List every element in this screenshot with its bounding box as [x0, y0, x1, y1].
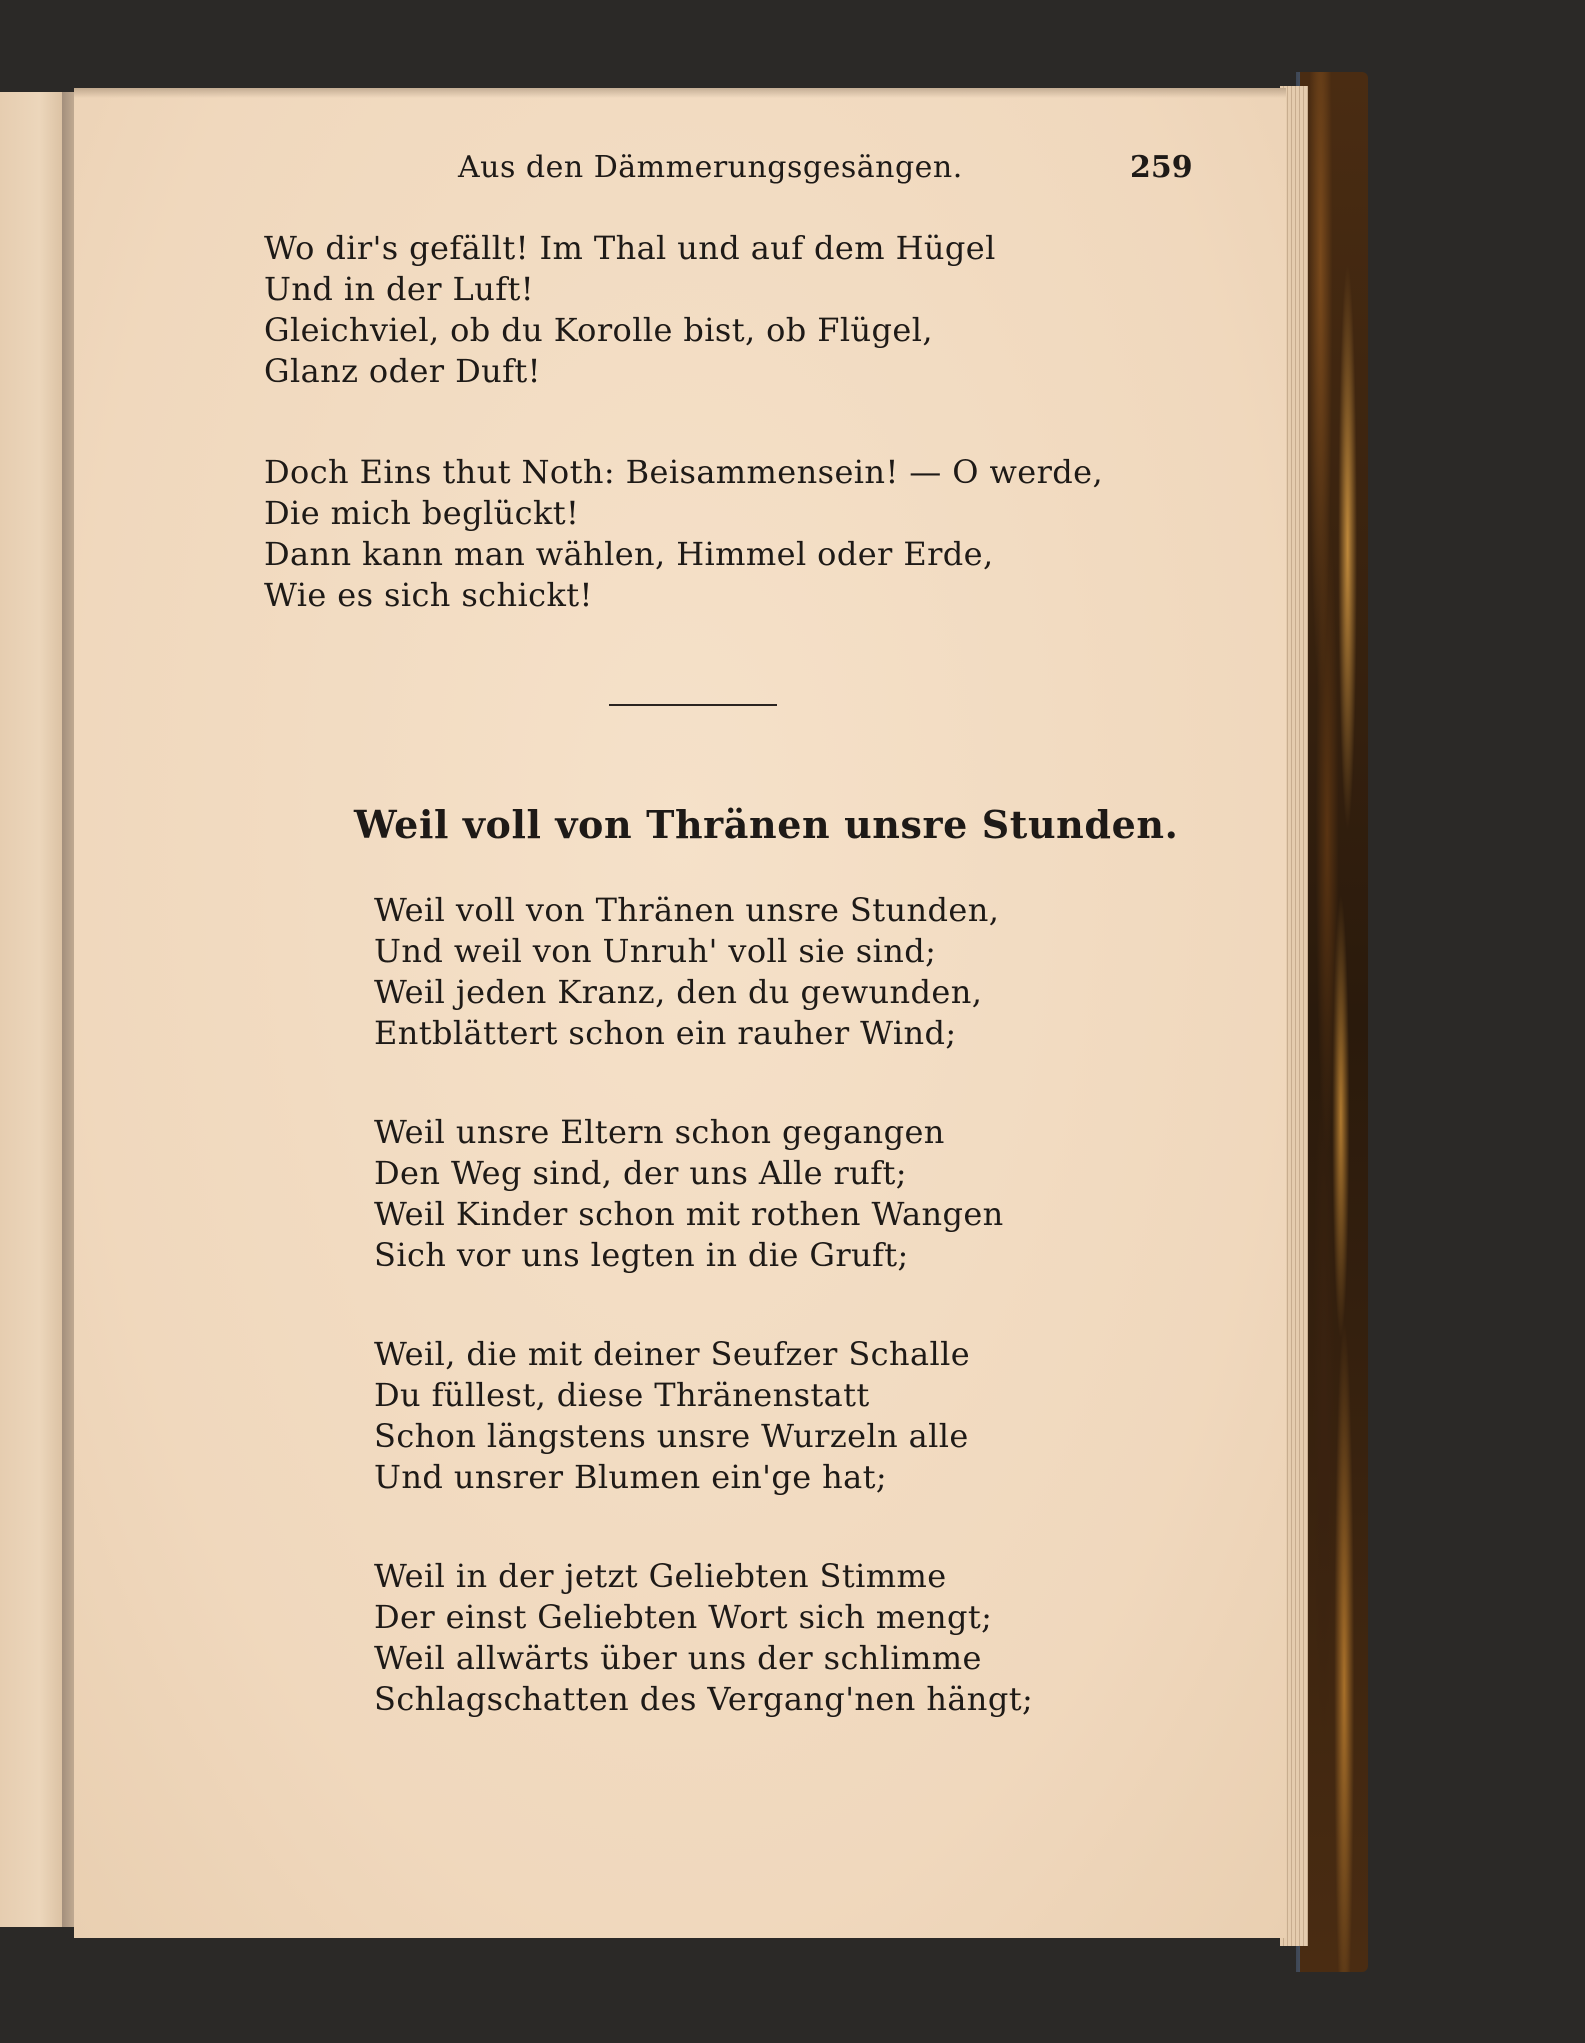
poem-stanza-1: [374, 890, 999, 1054]
verse-line: Weil jeden Kranz, den du gewunden,: [374, 973, 983, 1011]
page-number: 259: [1130, 150, 1193, 185]
verse-line: Du füllest, diese Thränenstatt: [374, 1376, 870, 1414]
verse-line: Weil Kinder schon mit rothen Wangen: [374, 1195, 1004, 1233]
book-page: [74, 88, 1286, 1938]
stanza-top-2: [264, 452, 1103, 616]
verse-line: Schon längstens unsre Wurzeln alle: [374, 1417, 969, 1455]
verse-line: Weil voll von Thränen unsre Stunden,: [374, 891, 1000, 929]
verse-line: Gleichviel, ob du Korolle bist, ob Flügel,: [264, 311, 933, 349]
verse-line: Doch Eins thut Noth: Beisammensein! — O werde,: [264, 453, 1104, 491]
verse-line: Schlagschatten des Vergang'nen hängt;: [374, 1680, 1034, 1718]
previous-page-edge: [0, 92, 68, 1927]
verse-line: Den Weg sind, der uns Alle ruft;: [374, 1154, 907, 1192]
stanza-top-1: [264, 228, 996, 392]
verse-line: Weil, die mit deiner Seufzer Schalle: [374, 1335, 971, 1373]
verse-line: Weil unsre Eltern schon gegangen: [374, 1113, 945, 1151]
verse-line: Und weil von Unruh' voll sie sind;: [374, 932, 937, 970]
verse-line: Weil in der jetzt Geliebten Stimme: [374, 1557, 947, 1595]
verse-line: Entblättert schon ein rauher Wind;: [374, 1014, 957, 1052]
verse-line: Und unsrer Blumen ein'ge hat;: [374, 1458, 888, 1496]
verse-line: Weil allwärts über uns der schlimme: [374, 1639, 982, 1677]
verse-line: Wo dir's gefällt! Im Thal und auf dem Hügel: [264, 229, 996, 267]
section-divider: [609, 704, 777, 706]
page-top-shadow: [74, 88, 1286, 98]
verse-line: Der einst Geliebten Wort sich mengt;: [374, 1598, 993, 1636]
verse-line: Die mich beglückt!: [264, 494, 580, 532]
verse-line: Glanz oder Duft!: [264, 352, 541, 390]
verse-line: Dann kann man wählen, Himmel oder Erde,: [264, 535, 994, 573]
poem-stanza-3: [374, 1334, 970, 1498]
verse-line: Und in der Luft!: [264, 270, 534, 308]
verse-line: Wie es sich schickt!: [264, 576, 593, 614]
poem-stanza-4: [374, 1556, 1033, 1720]
marbled-back-cover: [1300, 72, 1368, 1972]
running-title: Aus den Dämmerungsgesängen.: [458, 150, 963, 185]
verse-line: Sich vor uns legten in die Gruft;: [374, 1236, 909, 1274]
poem-title: Weil voll von Thränen unsre Stunden.: [354, 802, 1179, 847]
poem-stanza-2: [374, 1112, 1004, 1276]
